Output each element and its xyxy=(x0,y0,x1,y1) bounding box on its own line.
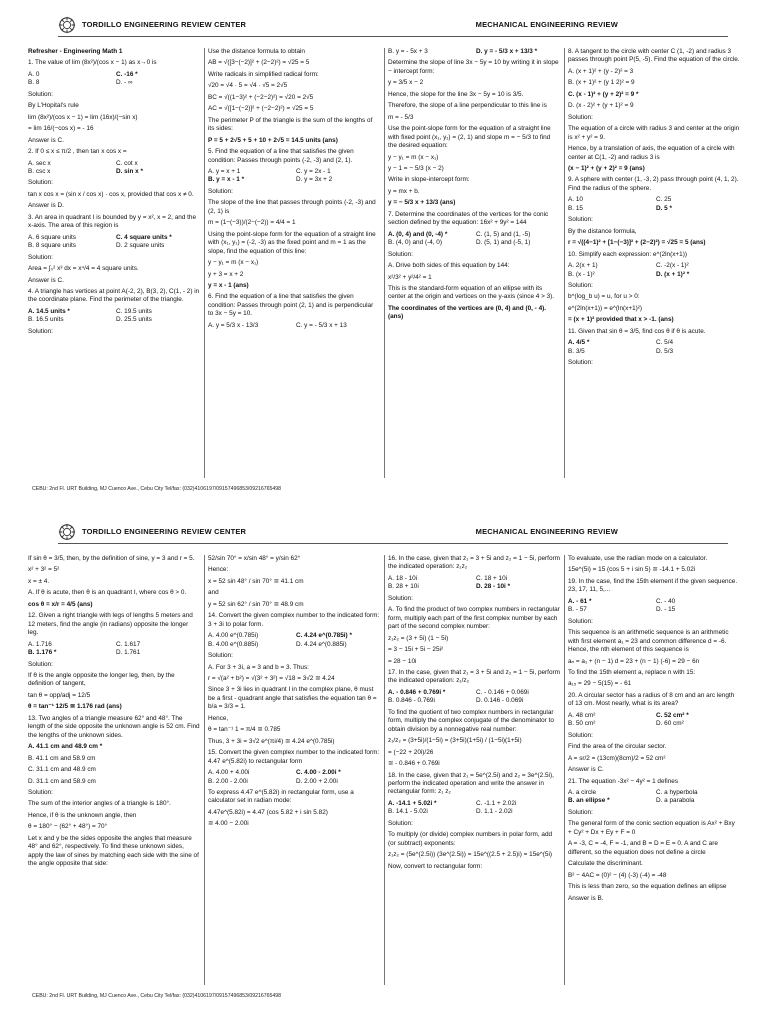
solution-line: Let x and y be the sides opposite the angles that measure 48° and 62°, respectively. To find these unknown sides, apply the law of sines by matching each side with the sine of the angle opposite that side: xyxy=(28,834,199,868)
choice-c: C. 4.00 - 2.00i * xyxy=(296,769,341,777)
solution-line: AB = √([3−(−2)]² + (2−2)²) = √25 = 5 xyxy=(208,59,310,67)
solution-line: r = √(a² + b²) = √(3² + 3²) = √18 = 3√2 ≅ 4.24 xyxy=(208,674,335,682)
question-4: 4. A triangle has vertices at point A(-2, 2), B(3, 2), C(1, - 2) in the coordinate plane. Find the perimeter of the triangle. xyxy=(28,287,200,304)
solution-label: Solution: xyxy=(568,731,593,739)
solution-label: Solution: xyxy=(568,281,593,289)
solution-line: Determine the slope of line 3x − 5y = 10 by writing it in slope − intercept form: xyxy=(388,59,559,75)
choice-a: A. - 0.846 + 0.769i * xyxy=(388,688,446,696)
column-2 xyxy=(208,48,380,478)
solution-label: Solution: xyxy=(28,253,53,261)
solution-label: Solution: xyxy=(28,660,53,668)
choices-4 xyxy=(28,308,200,325)
choice-a: A. (0, 4) and (0, -4) * xyxy=(388,230,448,238)
choice-c: C. -2(x - 1)² xyxy=(656,262,689,270)
choice-a: A. (x + 1)² + (y - 2)² = 3 xyxy=(568,67,634,75)
question-21: 21. The equation -3x² − 4y² = 1 defines xyxy=(568,777,679,785)
solution-line: The sum of the interior angles of a triangle is 180°. xyxy=(28,800,171,808)
choice-d: D. a parabola xyxy=(656,797,695,805)
question-8: 8. A tangent to the circle with center C (1, -2) and radius 3 passes through point P(5, -5). Find the equation of the circle. xyxy=(568,48,740,64)
choice-b: B. y = - 5x + 3 xyxy=(388,48,428,55)
solution-line: m = (1−(−3))/(2−(−2)) = 4/4 = 1 xyxy=(208,219,296,227)
solution-line: B² − 4AC = (0)² − (4) (-3) (-4) = -48 xyxy=(568,871,667,879)
choice-c: C. - 0.146 + 0.069i xyxy=(476,688,529,696)
solution-line: Since 3 + 3i lies in quadrant I in the complex plane, θ must be a first - quadrant angle that satisfies the equation tan θ = b/a = 3/3 = 1. xyxy=(208,686,377,711)
column-1 xyxy=(28,555,200,985)
choice-b: B. (x - 1)² xyxy=(568,270,595,278)
answer-line: Answer is B. xyxy=(568,894,604,902)
review-center-logo-icon xyxy=(58,523,76,541)
question-13: 13. Two angles of a triangle measure 62° and 48°. The length of the side opposite the unknown angle is 52 cm. Find the lengths of the unknown sides. xyxy=(28,714,200,739)
column-4 xyxy=(568,48,740,478)
column-2 xyxy=(208,555,380,985)
solution-line: y = 3/5 x − 2 xyxy=(388,79,424,87)
choice-b: B. an ellipse * xyxy=(568,797,610,805)
solution-line: y + 3 = x + 2 xyxy=(208,270,244,278)
choice-b: B. - 57 xyxy=(568,606,587,614)
solution-line: To multiply (or divide) complex numbers in polar form, add (or subtract) exponents: xyxy=(388,831,553,847)
solution-line: e^(2ln(x+1)) = e^(ln(x+1)²) xyxy=(568,304,643,312)
choice-d: D. - 15 xyxy=(656,606,676,614)
choice-d: D. - ∞ xyxy=(116,79,133,87)
solution-label: Solution: xyxy=(28,327,53,335)
choices-6 xyxy=(208,322,380,330)
solution-line: The general form of the conic section equation is Ax² + Bxy + Cy² + Dx + Ey + F = 0 xyxy=(568,820,735,836)
solution-line: x = ± 4. xyxy=(28,577,50,585)
choices-7 xyxy=(388,231,560,248)
solution-line: To express 4.47 e^(5.82i) in rectangular form, use a calculator set in radian mode: xyxy=(208,788,354,805)
solution-label: Solution: xyxy=(28,179,53,187)
solution-line: tan θ = opp/adj = 12/5 xyxy=(28,691,91,699)
choice-b: B. 28 + 10i xyxy=(388,583,419,591)
solution-label: Solution: xyxy=(388,594,413,602)
choice-c: C. cot x xyxy=(116,159,138,167)
solution-line: The equation of a circle with radius 3 and center at the origin is x² + y² = 9. xyxy=(568,125,740,141)
choice-b: B. 41.1 cm and 58.9 cm xyxy=(28,754,96,762)
choices-6-cont xyxy=(388,48,560,56)
solution-line: AC = √([1−(−2)]² + (−2−2)²) = √25 = 5 xyxy=(208,105,314,113)
solution-line: = 28 − 10i xyxy=(388,657,417,665)
choice-a: A. 6 square units xyxy=(28,233,76,241)
solution-line: This sequence is an arithmetic sequence is an arithmetic with first element a₁ = 23 and common difference d = -6. Hence, the nth element of this sequence is xyxy=(568,629,729,654)
solution-line: 52/sin 70° = x/sin 48° = y/sin 62° xyxy=(208,555,301,562)
solution-line: Thus, 3 + 3i = 3√2 e^(πi/4) ≅ 4.24 e^(0.785i) xyxy=(208,737,335,745)
solution-label: Solution: xyxy=(28,788,53,796)
choice-c: C. 4.24 e^(0.785i) * xyxy=(296,632,352,640)
solution-line: = 3 − 15i + 5i − 25i² xyxy=(388,646,444,654)
choice-a: A. 4.00 e^(0.785i) xyxy=(208,632,259,640)
choices-12 xyxy=(28,641,200,658)
answer-line: The coordinates of the vertices are (0, 4) and (0, - 4). (ans) xyxy=(388,304,547,321)
choice-c: C. 18 + 10i xyxy=(476,574,508,582)
choice-b: B. 8 square units xyxy=(28,242,76,250)
solution-line: and xyxy=(208,589,219,597)
solution-line: By the distance formula, xyxy=(568,227,637,235)
solution-line: x²/3² + y²/4² = 1 xyxy=(388,273,432,281)
solution-line: This is less than zero, so the equation defines an ellipse xyxy=(568,883,727,891)
solution-line: Now, convert to rectangular form: xyxy=(388,862,483,870)
choice-c: C. 1.617 xyxy=(116,640,141,648)
choices-16 xyxy=(388,575,560,592)
solution-line: x² + 3² = 5² xyxy=(28,566,60,574)
choice-d: D. y = 3x + 2 xyxy=(296,176,333,184)
choice-a: A. 10 xyxy=(568,196,583,204)
solution-line: Hence, the slope for the line 3x − 5y = 10 is 3/5. xyxy=(388,90,524,98)
question-12: 12. Given a right triangle with legs of lengths 5 meters and 12 meters, find the angle (in radians) opposite the longer leg. xyxy=(28,612,193,637)
choice-b: B. (x + 1)² + (y 1 2)² = 9 xyxy=(568,79,635,87)
solution-line: Use the point-slope form for the equation of a straight line with fixed point (x₁, y₁) = (2, 1) and slope m = − 5/3 to find the desired equation: xyxy=(388,125,551,150)
choice-d: D. 28 - 10i * xyxy=(476,583,511,591)
choice-a: A. 41.1 cm and 48.9 cm * xyxy=(28,743,103,751)
solution-line: y − y₁ = m (x − x₁) xyxy=(388,153,439,161)
solution-line: lim (8x²)/(cos x − 1) = lim (16x)/(−sin x) xyxy=(28,113,138,121)
choice-d: D. 60 cm² xyxy=(656,720,684,728)
column-divider xyxy=(384,555,385,985)
page-header xyxy=(58,16,728,38)
solution-label: Solution: xyxy=(568,113,593,121)
choices-21 xyxy=(568,789,740,806)
choice-c: C. 31.1 cm and 48.9 cm xyxy=(28,766,96,774)
choice-a: A. sec x xyxy=(28,159,51,167)
choices-15 xyxy=(208,769,380,786)
choice-b: B. 8 xyxy=(28,79,40,87)
solution-line: This is the standard-form equation of an ellipse with its center at the origin and vertices on the y-axis (since 4 > 3). xyxy=(388,284,555,301)
choices-11 xyxy=(568,339,740,356)
solution-line: 15e^(5i) = 15 (cos 5 + i sin 5) ≅ -14.1 + 5.02i xyxy=(568,566,696,574)
choice-c: C. - 40 xyxy=(656,597,676,605)
question-10: 10. Simplify each expression: e^(2ln(x+1)) xyxy=(568,250,687,258)
column-4 xyxy=(568,555,740,985)
choice-d: D. 5/3 xyxy=(656,347,674,355)
choice-c: C. 25 xyxy=(656,196,672,204)
choice-d: D. 0.146 - 0.069i xyxy=(476,697,524,705)
solution-line: To find the quotient of two complex numbers in rectangular form, multiply the complex conjugate of the denominator to obtain division by a nonnegative real number: xyxy=(388,708,554,733)
choice-b: B. 1.176 * xyxy=(28,649,57,657)
column-divider xyxy=(384,48,385,478)
choice-a: A. 18 - 10i xyxy=(388,574,418,582)
solution-line: y − 1 = − 5/3 (x − 2) xyxy=(388,164,444,172)
solution-line: If θ is the angle opposite the longer leg, then, by the definition of tangent, xyxy=(28,671,175,688)
choice-d: D. 31.1 cm and 58.9 cm xyxy=(28,777,96,785)
column-divider xyxy=(204,555,205,985)
choice-b: B. 16.5 units xyxy=(28,316,64,324)
solution-line: The perimeter P of the triangle is the sum of the lengths of its sides: xyxy=(208,116,373,133)
choice-a: A. - 61 * xyxy=(568,597,592,605)
choice-a: A. 4/5 * xyxy=(568,339,590,347)
question-14: 14. Convert the given complex number to the indicated form: 3 + 3i to polar form. xyxy=(208,612,380,628)
choices-14 xyxy=(208,632,380,649)
question-5: 5. Find the equation of a line that satisfies the given condition: Passes through points (-2, -3) and (2, 1). xyxy=(208,148,354,164)
solution-line: aₙ = a₁ + (n − 1) d = 23 + (n − 1) (-6) = 29 − 6n xyxy=(568,657,700,665)
choice-a: A. 48 cm² xyxy=(568,711,596,719)
choice-c: C. (1, 5) and (1, -5) xyxy=(476,230,531,238)
solution-label: Solution: xyxy=(208,187,233,195)
solution-line: √20 = √4 · 5 = √4 · √5 = 2√5 xyxy=(208,82,288,90)
choice-c: C. y = 2x - 1 xyxy=(296,167,331,175)
choice-b: B. 3/5 xyxy=(568,347,585,355)
choices-5 xyxy=(208,168,380,185)
answer-line: (x − 1)² + (y + 2)² = 9 (ans) xyxy=(568,164,645,172)
question-15: 15. Convert the given complex number to the indicated form: 4.47 e^(5.82i) to rectangular form xyxy=(208,749,380,765)
review-center-name: TORDILLO ENGINEERING REVIEW CENTER xyxy=(82,20,247,29)
solution-line: y = mx + b. xyxy=(388,187,420,195)
choice-a: A. 1.716 xyxy=(28,640,52,648)
solution-line: 4.47e^(5.82i) = 4.47 (cos 5.82 + i sin 5.82) xyxy=(208,808,328,816)
solution-line: ≅ 4.00 − 2.00i xyxy=(208,820,249,828)
choice-b: B. 4.00 e^(0.885i) xyxy=(208,640,259,648)
solution-line: Find the area of the circular sector. xyxy=(568,743,667,751)
solution-line: z₁/z₂ = (3+5i)/(1−5i) = (3+5i)(1+5i) / (1−5i)(1+5i) xyxy=(388,737,522,745)
solution-label: Solution: xyxy=(568,617,593,625)
choice-d: D. 1.1 - 2.02i xyxy=(476,808,513,816)
solution-line: A. For 3 + 3i, a = 3 and b = 3. Thus: xyxy=(208,663,309,671)
solution-line: z₁z₂ = (3 + 5i) (1 − 5i) xyxy=(388,634,449,642)
solution-line: Hence, xyxy=(208,714,229,722)
solution-line: Hence, by a translation of axis, the equation of a circle with center at C(1, -2) and radius 3 is xyxy=(568,145,735,161)
answer-line: Answer is C. xyxy=(28,276,64,284)
choice-d: D. (x - 2)² + (y + 1)² = 9 xyxy=(568,102,634,110)
solution-line: A = sr/2 = (13cm)(8cm)/2 = 52 cm² xyxy=(568,754,666,762)
solution-line: A. If θ is acute, then θ is an quadrant I, where cos θ > 0. xyxy=(28,589,187,597)
solution-line: Area = ∫₀² x³ dx = x⁴/4 = 4 square units. xyxy=(28,265,139,273)
choice-d: D. (x + 1)² * xyxy=(656,270,690,278)
choices-9 xyxy=(568,196,740,213)
solution-line: z₁z₂ = (5e^(2.5i)) (3e^(2.5i)) = 15e^((2.5 + 2.5)i) = 15e^(5i) xyxy=(388,851,553,859)
solution-line: Hence: xyxy=(208,566,229,574)
page-header xyxy=(58,523,728,545)
solution-line: Use the distance formula to obtain xyxy=(208,48,305,55)
choices-19 xyxy=(568,598,740,615)
solution-label: Solution: xyxy=(208,652,233,660)
choice-a: A. 14.5 units * xyxy=(28,307,70,315)
choice-d: D. 1.761 xyxy=(116,649,141,657)
choice-c: C. y = - 5/3 x + 13 xyxy=(296,321,347,329)
choice-c: C. -16 * xyxy=(116,70,138,78)
choice-a: A. 4.00 + 4.00i xyxy=(208,769,250,777)
question-1: 1. The value of lim (8x²)/(cos x − 1) as x→0 is xyxy=(28,59,157,67)
choices-3 xyxy=(28,234,200,251)
review-center-logo-icon xyxy=(58,16,76,34)
page-footer: CEBU: 2nd Fl. URT Building, MJ Cuenco Ave., Cebu City Tel/fax: (032)4106197/09157496853/09216765498 xyxy=(32,486,282,492)
choice-c: C. 52 cm² * xyxy=(656,711,689,719)
solution-line: To find the 15th element a, replace n with 15: xyxy=(568,668,696,676)
choice-a: A. 2(x + 1) xyxy=(568,262,598,270)
solution-line: m = - 5/3 xyxy=(388,113,414,121)
solution-line: a₁₅ = 29 − 5(15) = - 61 xyxy=(568,680,632,688)
choice-a: A. -14.1 + 5.02i * xyxy=(388,799,437,807)
choice-b: B. csc x xyxy=(28,167,51,175)
header-divider xyxy=(58,543,728,544)
question-7: 7. Determine the coordinates of the vertices for the conic section defined by the equation: 16x² + 9y² = 144 xyxy=(388,210,549,227)
solution-line: = lim 16/(−cos x) = - 16 xyxy=(28,125,94,133)
review-title: MECHANICAL ENGINEERING REVIEW xyxy=(475,527,618,536)
solution-line: θ = tan⁻¹ 1 = π/4 ≅ 0.785 xyxy=(208,726,281,734)
choices-17 xyxy=(388,689,560,706)
page-footer: CEBU: 2nd Fl. URT Building, MJ Cuenco Ave., Cebu City Tel/fax: (032)4106197/09157496853/09216765498 xyxy=(32,993,282,999)
question-18: 18. In the case, given that z₁ = 5e^(2.5i) and z₂ = 3e^(2.5i), perform the indicated operation and write the answer in rectangular form: z₁ z₂ xyxy=(388,771,554,796)
choice-c: C. 5/4 xyxy=(656,339,674,347)
choice-b: B. y = x - 1 * xyxy=(208,176,245,184)
question-11: 11. Given that sin θ = 3/5, find cos θ if θ is acute. xyxy=(568,327,706,335)
solution-line: y = 52 sin 62° / sin 70° ≅ 48.9 cm xyxy=(208,600,304,608)
solution-line: Write in slope-intercept form: xyxy=(388,176,470,184)
review-center-name: TORDILLO ENGINEERING REVIEW CENTER xyxy=(82,527,247,536)
solution-line: If sin θ = 3/5, then, by the definition of sine, y = 3 and r = 5. xyxy=(28,555,195,562)
choice-a: A. y = x + 1 xyxy=(208,167,241,175)
solution-line: = (−22 + 20i)/26 xyxy=(388,748,434,756)
solution-line: x = 52 sin 48° / sin 70° ≅ 41.1 cm xyxy=(208,577,304,585)
question-19: 19. In the case, find the 15th element if the given sequence. 23, 17, 11, 5,... xyxy=(568,577,738,594)
question-6: 6. Find the equation of a line that satisfies the given condition: Passes through point (2, 1) and is perpendicular to 3x − 5y = 10. xyxy=(208,293,374,318)
choice-a: A. a circle xyxy=(568,788,597,796)
choice-c: C. (x - 1)² + (y + 2)² = 9 * xyxy=(568,90,639,98)
column-divider xyxy=(564,555,565,985)
choice-d: D. 25.5 units xyxy=(116,316,152,324)
choice-d: D. y = - 5/3 x + 13/3 * xyxy=(476,48,538,55)
solution-line: Hence, if θ is the unknown angle, then xyxy=(28,811,137,819)
choice-d: D. 5 * xyxy=(656,204,672,212)
choice-a: A. y = 5/3 x - 13/3 xyxy=(208,321,259,329)
solution-label: Solution: xyxy=(388,250,413,258)
choice-a: A. 0 xyxy=(28,70,40,78)
solution-label: Solution: xyxy=(388,819,413,827)
section-title: Refresher - Engineering Math 1 xyxy=(28,48,123,55)
answer-line: r = √((4−1)² + [1−(−3)]² + (2−2)²) = √25 = 5 (ans) xyxy=(568,239,706,247)
solution-line: Therefore, the slope of a line perpendicular to this line is xyxy=(388,102,547,110)
choice-c: C. 4 square units * xyxy=(116,233,172,241)
choices-1 xyxy=(28,71,200,88)
answer-line: y = − 5/3 x + 13/3 (ans) xyxy=(388,199,456,207)
answer-line: Answer is C. xyxy=(568,766,604,774)
solution-label: Solution: xyxy=(568,359,593,367)
choices-20 xyxy=(568,712,740,729)
solution-line: ≅ - 0.846 + 0.769i xyxy=(388,760,440,768)
header-divider xyxy=(58,36,728,37)
choice-b: B. 14.1 - 5.02i xyxy=(388,808,428,816)
solution-line: BC = √((1−3)² + (−2−2)²) = √20 = 2√5 xyxy=(208,93,314,101)
answer-line: cos θ = x/r = 4/5 (ans) xyxy=(28,600,93,608)
question-16: 16. In the case, given that z₁ = 3 + 5i and z₂ = 1 − 5i, perform the indicated operation: z₁z₂ xyxy=(388,555,560,571)
choice-d: D. sin x * xyxy=(116,167,143,175)
answer-line: P = 5 + 2√5 + 5 + 10 + 2√5 = 14.5 units (ans) xyxy=(208,136,338,144)
choice-d: D. (5, 1) and (-5, 1) xyxy=(476,239,531,247)
solution-line: A. To find the product of two complex numbers in rectangular form, multiply each part of the first complex number by each part of the second complex number: xyxy=(388,606,560,631)
question-2: 2. If 0 ≤ x ≤ π/2 , then tan x cos x = xyxy=(28,148,127,156)
choice-d: D. 4.24 e^(0.885i) xyxy=(296,640,347,648)
question-9: 9. A sphere with center (1, -3, 2) pass through point (4, 1, 2). Find the radius of the sphere. xyxy=(568,176,739,192)
answer-line: = (x + 1)² provided that x > -1. (ans) xyxy=(568,316,674,324)
choice-c: C. -1.1 + 2.02i xyxy=(476,799,517,807)
solution-label: Solution: xyxy=(28,90,53,98)
solution-label: Solution: xyxy=(568,808,593,816)
solution-line: y − y₁ = m (x − x₁) xyxy=(208,259,259,267)
choice-c: C. 19.5 units xyxy=(116,307,152,315)
column-3 xyxy=(388,555,560,985)
choices-10 xyxy=(568,262,740,279)
answer-line: Answer is D. xyxy=(28,202,64,210)
solution-line: To evaluate, use the radian mode on a calculator. xyxy=(568,555,708,562)
review-title: MECHANICAL ENGINEERING REVIEW xyxy=(475,20,618,29)
choice-b: B. 50 cm² xyxy=(568,720,596,728)
answer-line: θ = tan⁻¹ 12/5 ≅ 1.176 rad (ans) xyxy=(28,703,122,711)
solution-line: Write radicals in simplified radical form: xyxy=(208,70,319,78)
choice-b: B. (4, 0) and (-4, 0) xyxy=(388,239,442,247)
column-3 xyxy=(388,48,560,478)
answer-line: Answer is C. xyxy=(28,136,64,144)
solution-line: Calculate the discriminant. xyxy=(568,860,643,868)
column-1 xyxy=(28,48,200,478)
choice-d: D. 2.00 + 2.00i xyxy=(296,777,338,785)
solution-line: A = -3, C = -4, F = -1, and B = D = E = 0. A and C are different, so the equation does not define a circle xyxy=(568,840,718,856)
question-20: 20. A circular sector has a radius of 8 cm and an arc length of 13 cm. Most nearly, what is its area? xyxy=(568,691,735,708)
choices-18 xyxy=(388,800,560,817)
question-3: 3. An area in quadrant I is bounded by y = x², x = 2, and the x-axis. The area of this region is xyxy=(28,213,197,230)
choice-d: D. 2 square units xyxy=(116,242,165,250)
column-divider xyxy=(204,48,205,478)
choice-b: B. 0.846 - 0.769i xyxy=(388,697,435,705)
solution-label: Solution: xyxy=(568,216,593,224)
column-divider xyxy=(564,48,565,478)
solution-line: By L'Hopital's rule xyxy=(28,102,79,110)
solution-line: tan x cos x = (sin x / cos x) · cos x, provided that cos x ≠ 0. xyxy=(28,190,194,198)
answer-line: y = x - 1 (ans) xyxy=(208,281,249,289)
solution-line: A. Drive both sides of this equation by 144: xyxy=(388,262,510,270)
solution-line: The slope of the line that passes through points (-2, -3) and (2, 1) is xyxy=(208,199,376,215)
page-2 xyxy=(0,515,768,1018)
question-17: 17. In the case, given that z₁ = 3 + 5i and z₂ = 1 − 5i, perform the indicated operation: z₁/z₂ xyxy=(388,668,560,685)
choice-b: B. 2.00 - 2.00i xyxy=(208,777,248,785)
choices-2 xyxy=(28,160,200,177)
solution-line: b^(log_b u) = u, for u > 0: xyxy=(568,293,640,301)
solution-line: Using the point-slope form for the equation of a straight line with (x₁, y₁) = (-2, -3) as the fixed point and m = 1 as the slope, find the equation of this line: xyxy=(208,230,376,255)
choice-b: B. 15 xyxy=(568,204,583,212)
page-1 xyxy=(0,8,768,511)
solution-line: θ = 180° − (62° + 48°) = 70° xyxy=(28,823,108,831)
choice-c: C. a hyperbola xyxy=(656,788,698,796)
